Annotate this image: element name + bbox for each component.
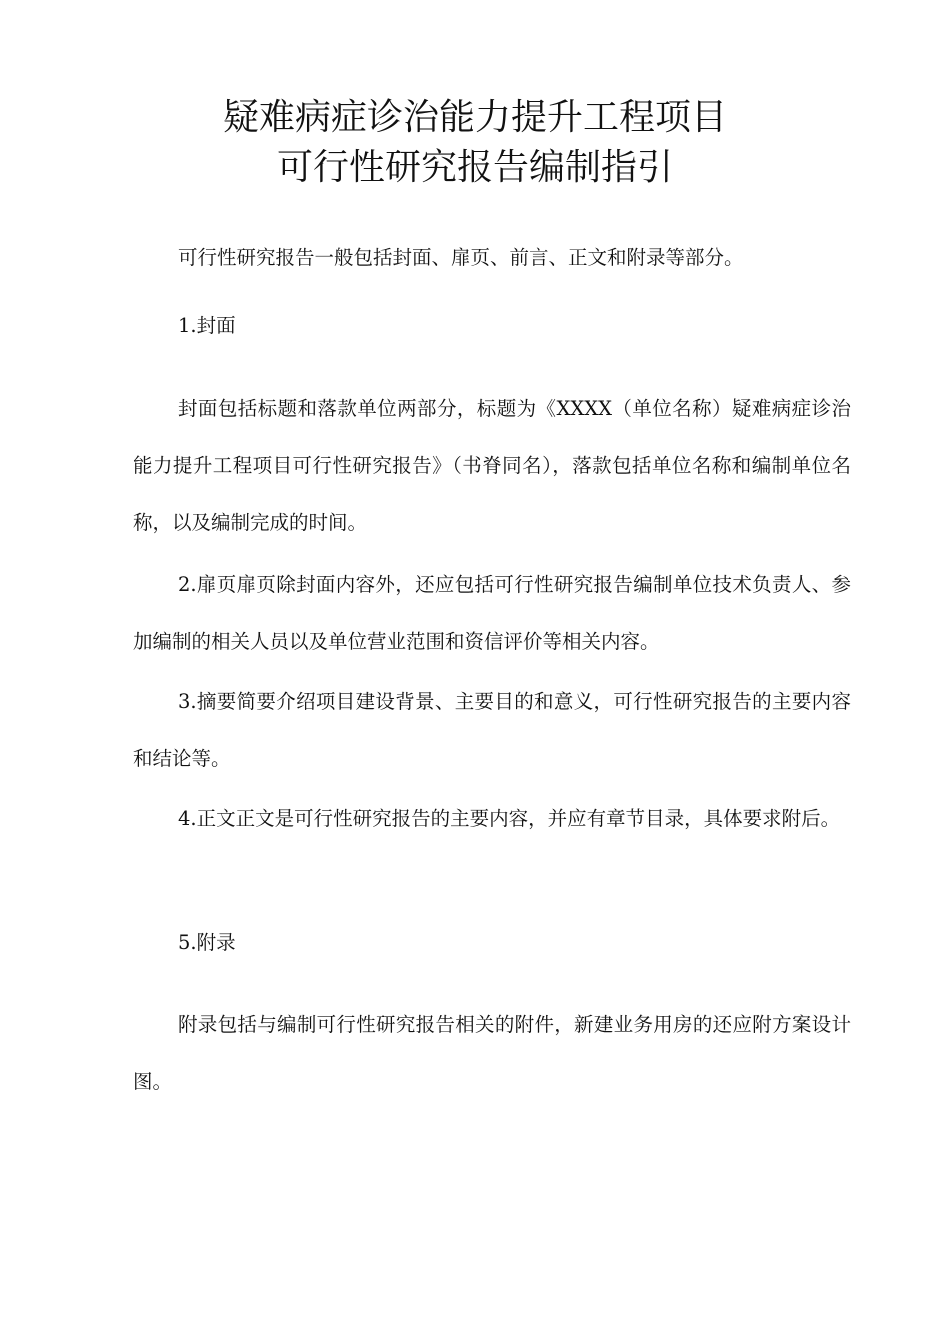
paragraph-cover: 封面包括标题和落款单位两部分，标题为《XXXX（单位名称）疑难病症诊治能力提升工程项目可行性研究报告》（书脊同名），落款包括单位名称和编制单位名称，以及编制完成的时间。 bbox=[133, 397, 851, 534]
paragraph-appendix: 附录包括与编制可行性研究报告相关的附件，新建业务用房的还应附方案设计图。 bbox=[133, 1013, 851, 1093]
section-heading-cover: 1.封面 bbox=[178, 314, 236, 337]
paragraph-main-text: 4.正文正文是可行性研究报告的主要内容，并应有章节目录，具体要求附后。 bbox=[178, 807, 841, 830]
document-title-line-2: 可行性研究报告编制指引 bbox=[276, 147, 673, 188]
section-heading-appendix: 5.附录 bbox=[178, 931, 236, 954]
paragraph-flyleaf: 2.扉页扉页除封面内容外，还应包括可行性研究报告编制单位技术负责人、参加编制的相关人员以及单位营业范围和资信评价等相关内容。 bbox=[133, 573, 851, 653]
paragraph-intro: 可行性研究报告一般包括封面、扉页、前言、正文和附录等部分。 bbox=[178, 246, 744, 269]
document-title-line-1: 疑难病症诊治能力提升工程项目 bbox=[222, 97, 727, 138]
paragraph-abstract: 3.摘要简要介绍项目建设背景、主要目的和意义，可行性研究报告的主要内容和结论等。 bbox=[133, 690, 851, 770]
